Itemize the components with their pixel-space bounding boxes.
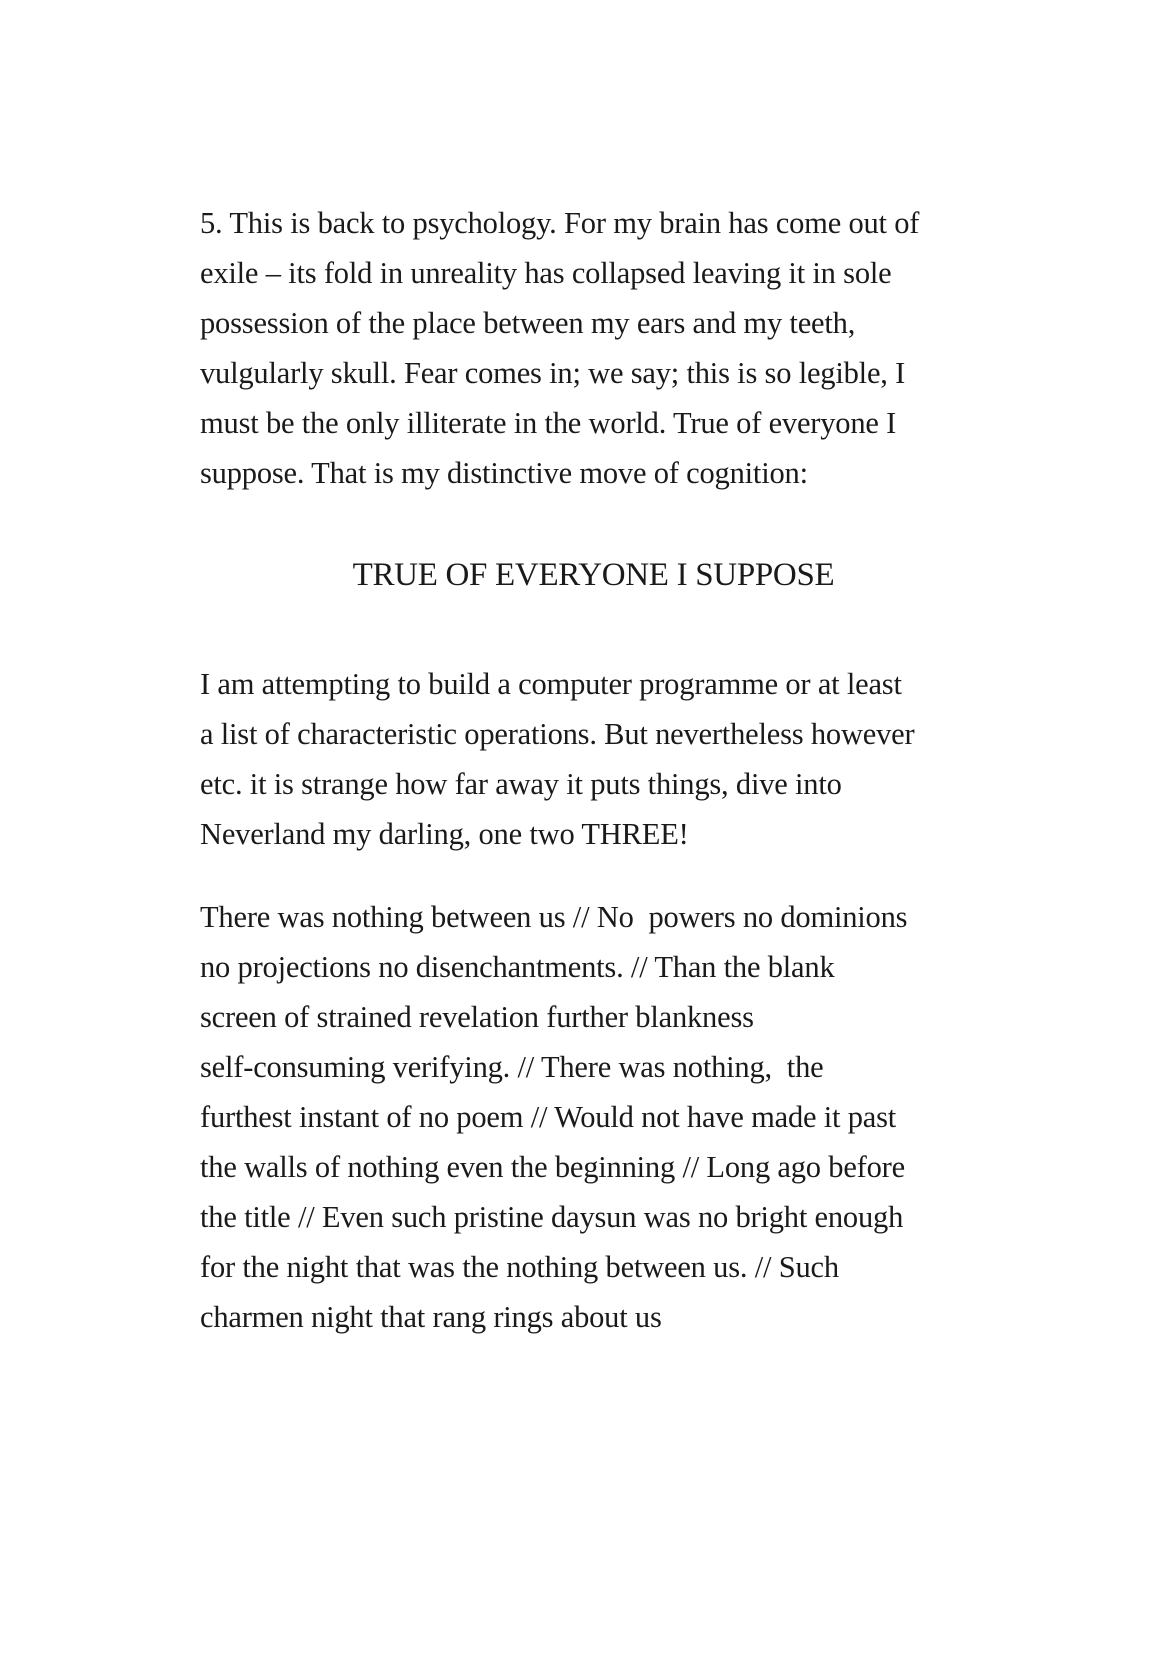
- text-line: screen of strained revelation further blankness: [200, 1000, 754, 1034]
- paragraph-2: [200, 659, 980, 859]
- text-line: suppose. That is my distinctive move of cognition:: [200, 456, 808, 490]
- paragraph-1: [200, 198, 980, 498]
- heading-text: TRUE OF EVERYONE I SUPPOSE: [352, 557, 835, 593]
- text-line: for the night that was the nothing between us. // Such: [200, 1250, 839, 1284]
- text-line: I am attempting to build a computer programme or at least: [200, 667, 902, 701]
- text-line: There was nothing between us // No powers no dominions: [200, 900, 908, 934]
- text-line: must be the only illiterate in the world. True of everyone I: [200, 406, 897, 440]
- paragraph-3: [200, 892, 980, 1342]
- text-line: Neverland my darling, one two THREE!: [200, 817, 689, 851]
- text-line: self-consuming verifying. // There was nothing, the: [200, 1050, 824, 1084]
- text-line: a list of characteristic operations. But nevertheless however: [200, 717, 915, 751]
- text-line: etc. it is strange how far away it puts things, dive into: [200, 767, 842, 801]
- text-line: the title // Even such pristine daysun was no bright enough: [200, 1200, 904, 1234]
- text-line: exile – its fold in unreality has collapsed leaving it in sole: [200, 256, 892, 290]
- section-heading: [0, 550, 1163, 600]
- text-line: charmen night that rang rings about us: [200, 1300, 662, 1334]
- text-line: no projections no disenchantments. // Than the blank: [200, 950, 835, 984]
- text-line: vulgularly skull. Fear comes in; we say; this is so legible, I: [200, 356, 906, 390]
- text-line: 5. This is back to psychology. For my brain has come out of: [200, 206, 920, 240]
- text-line: possession of the place between my ears and my teeth,: [200, 306, 856, 340]
- text-line: the walls of nothing even the beginning // Long ago before: [200, 1150, 905, 1184]
- text-line: furthest instant of no poem // Would not have made it past: [200, 1100, 897, 1134]
